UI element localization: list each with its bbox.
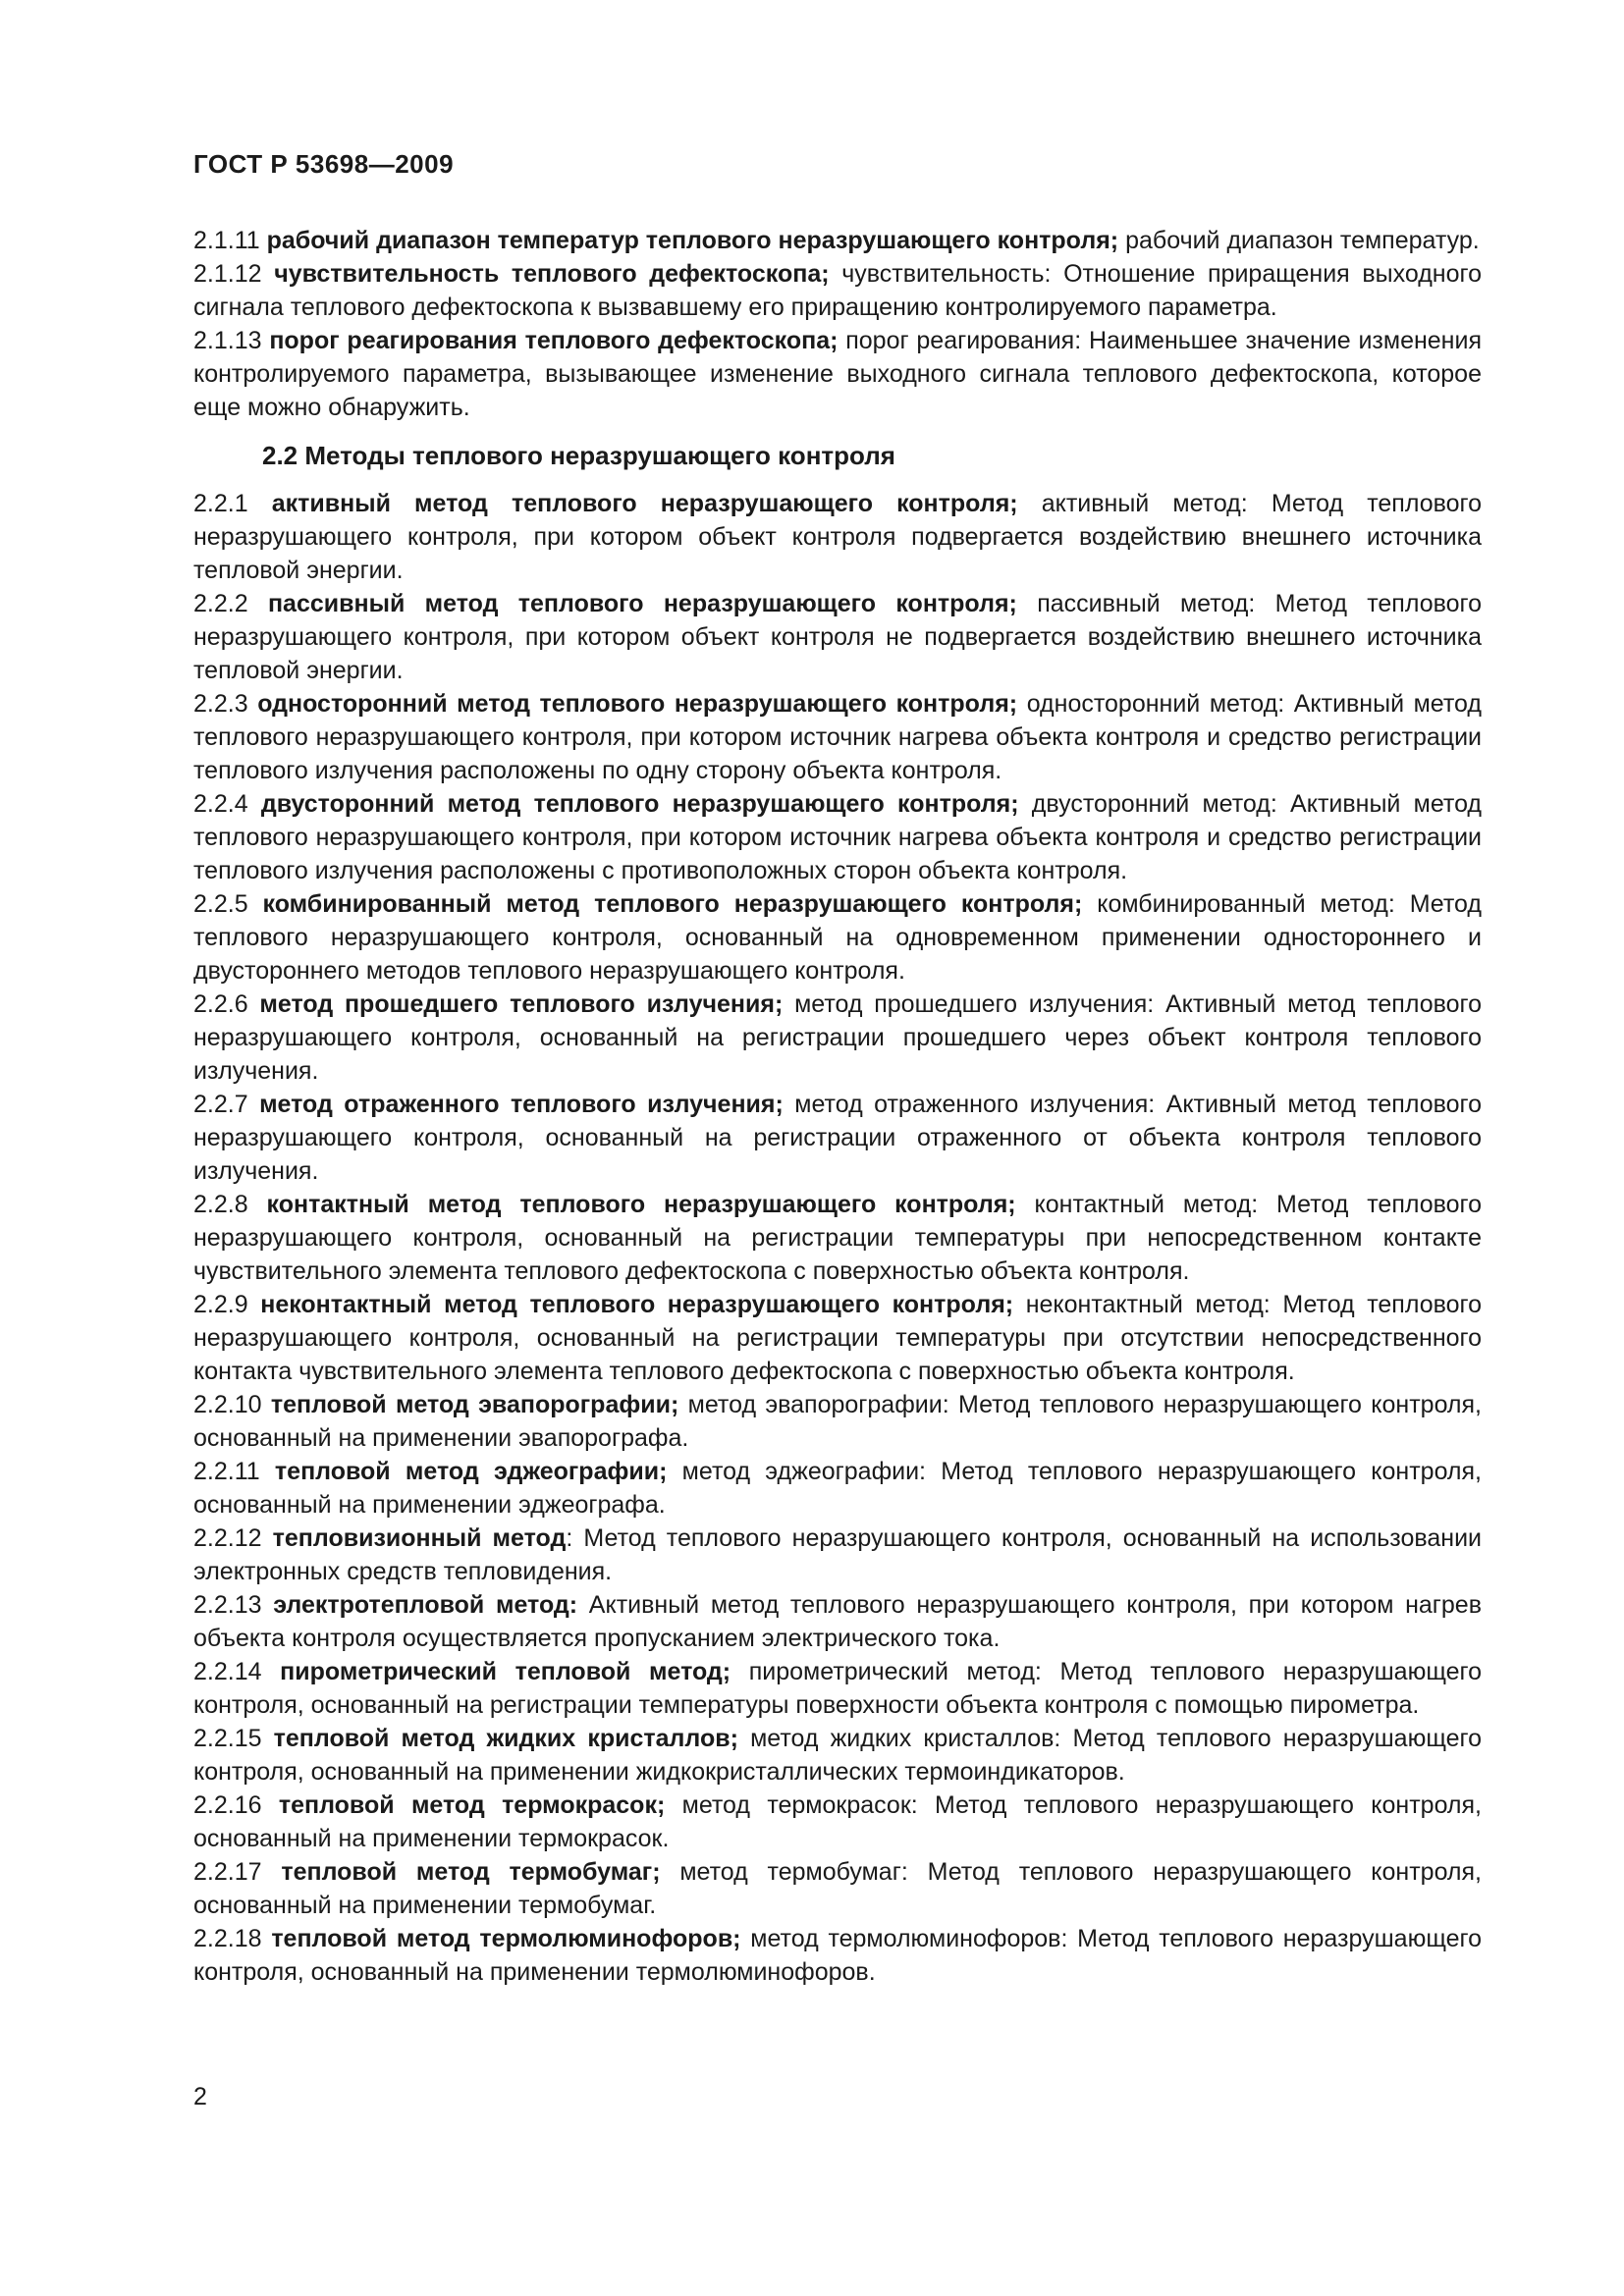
term-number: 2.2.16: [193, 1791, 262, 1819]
term-name: электротепловой метод:: [273, 1591, 578, 1619]
term-definition: метод термобумаг: Метод теплового неразрушающего контроля, основанный на применении термобумаг.: [193, 1858, 1483, 1919]
term-definition: неконтактный метод: Метод теплового неразрушающего контроля, основанный на регистрации температуры при отсутствии непосредственного контакта чувствительного элемента теплового дефектоскопа с поверхностью объекта контроля.: [193, 1291, 1482, 1385]
term-name: чувствительность теплового дефектоскопа;: [274, 260, 830, 288]
term-number: 2.2.12: [193, 1524, 262, 1552]
term-number: 2.2.6: [193, 990, 248, 1018]
term-entry: [193, 1088, 1482, 1188]
term-definition: метод эвапорографии: Метод теплового неразрушающего контроля, основанный на применении эвапорографа.: [193, 1391, 1483, 1452]
term-definition: порог реагирования: Наименьшее значение изменения контролируемого параметра, вызывающее изменение выходного сигнала теплового дефектоскопа, которое еще можно обнаружить.: [193, 327, 1482, 421]
term-number: 2.2.7: [193, 1091, 248, 1118]
term-number: 2.2.10: [193, 1391, 262, 1418]
term-entry: [193, 257, 1482, 324]
term-definition: пирометрический метод: Метод теплового неразрушающего контроля, основанный на регистрации температуры поверхности объекта контроля с помощью пирометра.: [193, 1658, 1482, 1719]
term-entry: [193, 1789, 1482, 1855]
term-definition: : Метод теплового неразрушающего контроля, основанный на использовании электронных средств тепловидения.: [193, 1524, 1483, 1585]
term-entry: [193, 1455, 1482, 1522]
term-name: метод отраженного теплового излучения;: [259, 1091, 784, 1118]
term-number: 2.2.18: [193, 1925, 262, 1952]
term-definition: контактный метод: Метод теплового неразрушающего контроля, основанный на регистрации температуры при непосредственном контакте чувствительного элемента теплового дефектоскопа с поверхностью объекта контроля.: [193, 1191, 1482, 1285]
term-name: тепловой метод эджеографии;: [274, 1458, 668, 1485]
term-name: порог реагирования теплового дефектоскопа;: [269, 327, 839, 354]
term-number: 2.2.3: [193, 690, 248, 718]
term-name: тепловой метод эвапорографии;: [270, 1391, 679, 1418]
term-entry: [193, 787, 1482, 887]
term-number: 2.2.17: [193, 1858, 262, 1886]
term-definition: активный метод: Метод теплового неразрушающего контроля, при котором объект контроля подвергается воздействию внешнего источника тепловой энергии.: [193, 490, 1482, 584]
term-number: 2.2.15: [193, 1725, 262, 1752]
term-definition: метод отраженного излучения: Активный метод теплового неразрушающего контроля, основанный на регистрации отраженного от объекта контроля теплового излучения.: [193, 1091, 1482, 1185]
terms-list-2-2: [193, 487, 1482, 1989]
term-definition: Активный метод теплового неразрушающего контроля, при котором нагрев объекта контроля осуществляется пропусканием электрического тока.: [193, 1591, 1482, 1652]
term-entry: [193, 324, 1482, 424]
term-entry: [193, 988, 1482, 1088]
term-entry: [193, 1388, 1482, 1455]
term-entry: [193, 1288, 1482, 1388]
term-number: 2.2.2: [193, 590, 248, 617]
term-definition: пассивный метод: Метод теплового неразрушающего контроля, при котором объект контроля не подвергается воздействию внешнего источника тепловой энергии.: [193, 590, 1482, 684]
term-name: тепловой метод термобумаг;: [281, 1858, 661, 1886]
term-definition: метод эджеографии: Метод теплового неразрушающего контроля, основанный на применении эджеографа.: [193, 1458, 1482, 1519]
term-name: метод прошедшего теплового излучения;: [259, 990, 784, 1018]
term-number: 2.1.13: [193, 327, 262, 354]
term-number: 2.2.5: [193, 890, 248, 918]
term-entry: [193, 687, 1482, 787]
term-definition: метод жидких кристаллов: Метод теплового неразрушающего контроля, основанный на применении жидкокристаллических термоиндикаторов.: [193, 1725, 1482, 1786]
term-definition: рабочий диапазон температур.: [1118, 227, 1480, 254]
term-entry: [193, 887, 1482, 988]
term-number: 2.2.11: [193, 1458, 260, 1485]
term-name: неконтактный метод теплового неразрушающего контроля;: [260, 1291, 1014, 1318]
term-entry: [193, 587, 1482, 687]
term-entry: [193, 487, 1482, 587]
term-name: контактный метод теплового неразрушающего контроля;: [266, 1191, 1016, 1218]
term-name: тепловой метод жидких кристаллов;: [273, 1725, 738, 1752]
term-number: 2.2.8: [193, 1191, 248, 1218]
term-entry: [193, 1855, 1482, 1922]
term-number: 2.2.1: [193, 490, 248, 517]
term-name: тепловизионный метод: [272, 1524, 567, 1552]
term-number: 2.1.11: [193, 227, 260, 254]
term-name: рабочий диапазон температур теплового неразрушающего контроля;: [266, 227, 1119, 254]
term-name: комбинированный метод теплового неразрушающего контроля;: [262, 890, 1083, 918]
document-body: [193, 224, 1482, 1989]
term-name: пассивный метод теплового неразрушающего контроля;: [267, 590, 1017, 617]
term-entry: [193, 1722, 1482, 1789]
terms-list-2-1: [193, 224, 1482, 424]
term-entry: [193, 224, 1482, 257]
term-definition: комбинированный метод: Метод теплового неразрушающего контроля, основанный на одновременном применении одностороннего и двустороннего методов теплового неразрушающего контроля.: [193, 890, 1482, 985]
document-code-header: ГОСТ Р 53698—2009: [193, 149, 455, 179]
term-entry: [193, 1655, 1482, 1722]
term-name: активный метод теплового неразрушающего контроля;: [271, 490, 1018, 517]
term-number: 2.2.13: [193, 1591, 262, 1619]
term-number: 2.2.9: [193, 1291, 248, 1318]
term-definition: метод прошедшего излучения: Активный метод теплового неразрушающего контроля, основанный на регистрации прошедшего через объект контроля теплового излучения.: [193, 990, 1482, 1085]
term-definition: метод термолюминофоров: Метод теплового неразрушающего контроля, основанный на применении термолюминофоров.: [193, 1925, 1483, 1986]
term-name: пирометрический тепловой метод;: [280, 1658, 731, 1685]
term-number: 2.2.4: [193, 790, 248, 818]
term-number: 2.2.14: [193, 1658, 262, 1685]
term-number: 2.1.12: [193, 260, 262, 288]
term-name: односторонний метод теплового неразрушающего контроля;: [257, 690, 1018, 718]
term-entry: [193, 1188, 1482, 1288]
term-name: тепловой метод термолюминофоров;: [271, 1925, 741, 1952]
term-definition: чувствительность: Отношение приращения выходного сигнала теплового дефектоскопа к вызвавшему его приращению контролируемого параметра.: [193, 260, 1482, 321]
term-name: тепловой метод термокрасок;: [278, 1791, 666, 1819]
section-title: 2.2 Методы теплового неразрушающего контроля: [262, 441, 895, 470]
term-entry: [193, 1588, 1482, 1655]
term-definition: метод термокрасок: Метод теплового неразрушающего контроля, основанный на применении термокрасок.: [193, 1791, 1483, 1852]
term-name: двусторонний метод теплового неразрушающего контроля;: [260, 790, 1019, 818]
term-entry: [193, 1522, 1482, 1588]
term-entry: [193, 1922, 1482, 1989]
page-number: 2: [193, 2083, 207, 2110]
term-definition: односторонний метод: Активный метод теплового неразрушающего контроля, при котором источник нагрева объекта контроля и средство регистрации теплового излучения расположены по одну сторону объекта контроля.: [193, 690, 1482, 784]
term-definition: двусторонний метод: Активный метод теплового неразрушающего контроля, при котором источник нагрева объекта контроля и средство регистрации теплового излучения расположены с противоположных сторон объекта контроля.: [193, 790, 1483, 884]
